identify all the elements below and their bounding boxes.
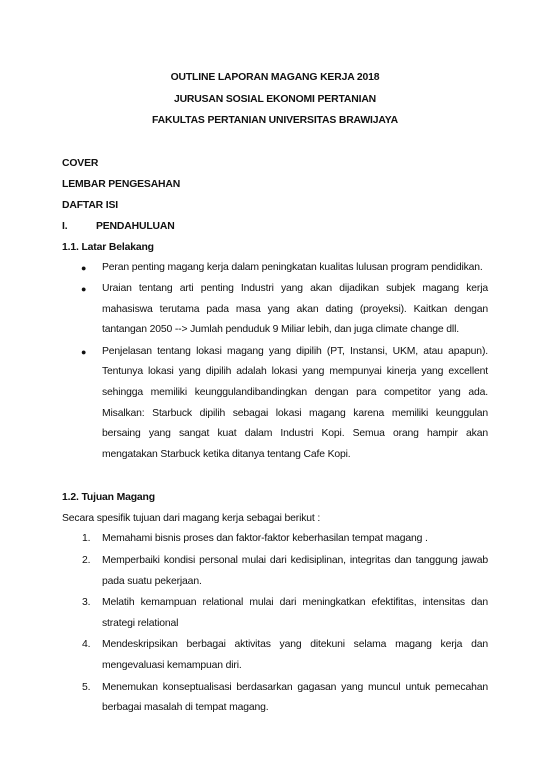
chapter-heading — [62, 216, 488, 237]
document-title — [62, 67, 488, 132]
toc-heading: DAFTAR ISI — [62, 199, 119, 211]
item-number: 2. — [82, 555, 91, 567]
objectives-numbered-list — [62, 529, 488, 718]
cover-heading: COVER — [62, 157, 99, 169]
list-item-text: Uraian tentang arti penting Industri yang akan dijadikan subjek magang kerja mahasiswa terutama pada masa yang akan dating (proyeksi). Kaitkan dengan tantangan 2050 --> Jumlah penduduk 9 Miliar lebih, dan juga climate change dll. — [102, 283, 488, 336]
list-item — [62, 593, 488, 634]
item-number: 4. — [82, 639, 91, 651]
list-item — [62, 529, 488, 550]
bullet-icon: ● — [81, 262, 87, 273]
list-item-text: Memperbaiki kondisi personal mulai dari kedisiplinan, integritas dan tanggung jawab pada suatu pekerjaan. — [102, 555, 488, 587]
title-line-3: FAKULTAS PERTANIAN UNIVERSITAS BRAWIJAYA — [152, 115, 398, 126]
spacer — [62, 132, 488, 153]
bullet-icon: ● — [81, 284, 87, 295]
chapter-number: I. — [62, 220, 68, 232]
item-number: 3. — [82, 597, 91, 609]
title-line-2: JURUSAN SOSIAL EKONOMI PERTANIAN — [173, 93, 377, 105]
approval-heading: LEMBAR PENGESAHAN — [62, 178, 181, 190]
section-heading-latar-belakang: 1.1. Latar Belakang — [62, 241, 154, 253]
list-item-text: Menemukan konseptualisasi berdasarkan gagasan yang muncul untuk pemecahan berbagai masalah di tempat magang. — [102, 681, 488, 714]
title-line-1: OUTLINE LAPORAN MAGANG KERJA 2018 — [170, 72, 380, 83]
list-item-text: Memahami bisnis proses dan faktor-faktor keberhasilan tempat magang . — [102, 533, 428, 545]
section-intro: Secara spesifik tujuan dari magang kerja sebagai berikut : — [62, 513, 321, 525]
item-number: 1. — [82, 533, 91, 545]
chapter-title: PENDAHULUAN — [96, 220, 175, 232]
list-item — [62, 678, 488, 719]
list-item-text: Penjelasan tentang lokasi magang yang dipilih (PT, Instansi, UKM, atau apapun). Tentunya lokasi yang dipilih adalah lokasi yang mempunyai kinerja yang excellent sehingga memiliki keunggulandibandingkan dengan para competitor yang ada. Misalkan: Starbuck dipilih sebagai lokasi magang karena memiliki keunggulan bersaing yang sangat kuat dalam Industri Kopi. Semua orang hampir akan mengatakan Starbuck ketika ditanya tentang Cafe Kopi. — [102, 345, 488, 460]
section-heading-tujuan-magang: 1.2. Tujuan Magang — [62, 492, 155, 504]
item-number: 5. — [82, 681, 91, 693]
background-bullet-list — [62, 258, 488, 466]
list-item — [62, 342, 488, 466]
section-tujuan-magang — [62, 487, 488, 718]
list-item — [62, 551, 488, 592]
list-item-text: Mendeskripsikan berbagai aktivitas yang ditekuni selama magang kerja dan mengevaluasi kemampuan diri. — [102, 639, 488, 671]
list-item-text: Melatih kemampuan relational mulai dari meningkatkan efektifitas, intensitas dan strategi relational — [102, 597, 488, 629]
list-item — [62, 258, 488, 279]
bullet-icon: ● — [81, 346, 87, 357]
list-item — [62, 279, 488, 341]
list-item — [62, 635, 488, 676]
list-item-text: Peran penting magang kerja dalam peningkatan kualitas lulusan program pendidikan. — [102, 261, 483, 273]
